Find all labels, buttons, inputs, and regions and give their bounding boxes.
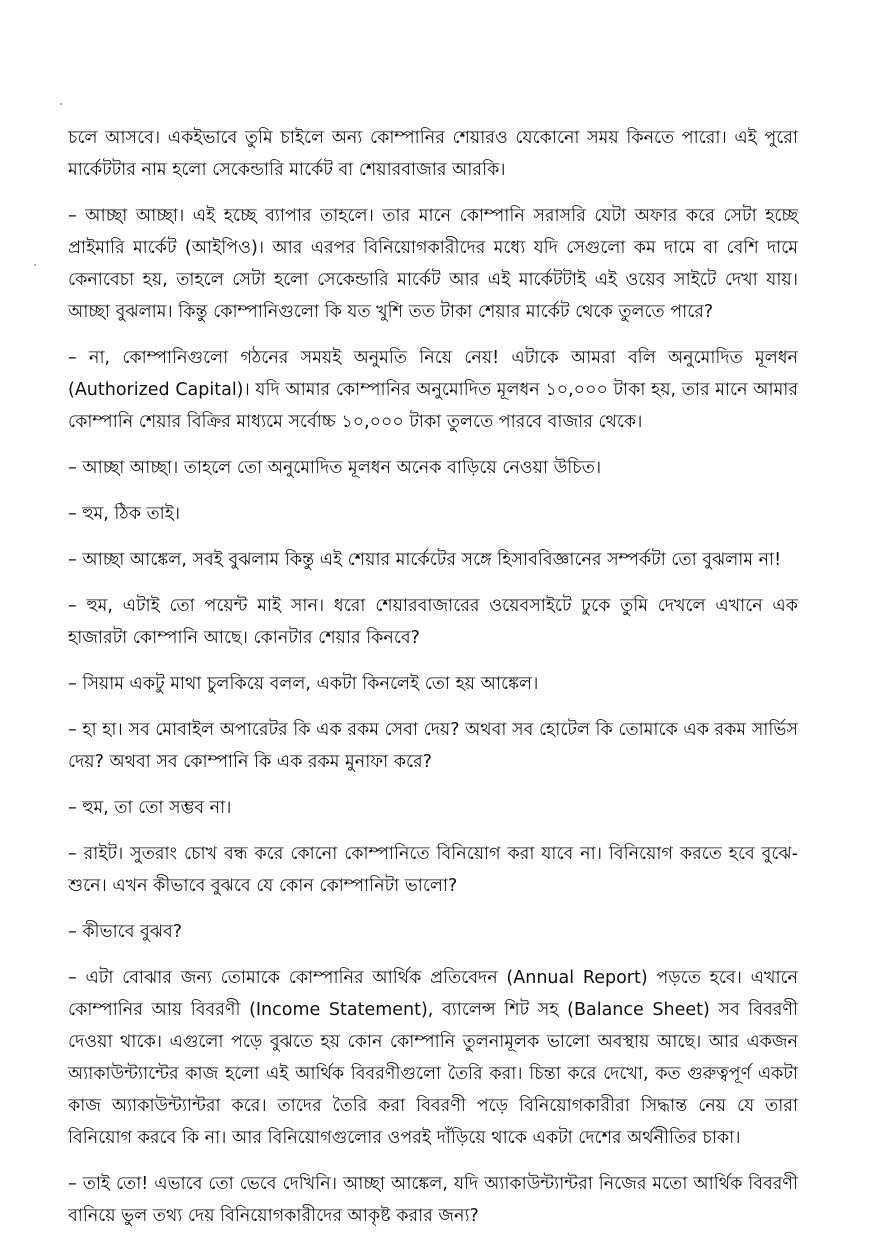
paragraph: – রাইট। সুতরাং চোখ বন্ধ করে কোনো কোম্পানিতে বিনিয়োগ করা যাবে না। বিনিয়োগ করতে হবে বুঝে-শুনে। এখন কীভাবে বুঝবে যে কোন কোম্পানিটা ভালো? bbox=[68, 844, 798, 896]
paragraph: – সিয়াম একটু মাথা চুলকিয়ে বলল, একটা কিনলেই তো হয় আঙ্কেল। bbox=[68, 674, 539, 694]
paragraph: – এটা বোঝার জন্য তোমাকে কোম্পানির আর্থিক প্রতিবেদন (Annual Report) পড়তে হবে। এখানে কোম্পানির আয় বিবরণী (Income Statement), ব্যালেন্স শিট সহ (Balance Sheet) সব বিবরণী দেওয়া থাকে। এগুলো পড়ে বুঝতে হয় কোন কোম্পানি তুলনামূলক ভালো অবস্থায় আছে। আর একজন অ্যাকাউন্ট্যান্টের কাজ হলো এই আর্থিক বিবরণীগুলো তৈরি করা। চিন্তা করে দেখো, কত গুরুত্বপূর্ণ একটা কাজ অ্যাকাউন্ট্যান্টরা করে। তাদের তৈরি করা বিবরণী পড়ে বিনিয়োগকারীরা সিদ্ধান্ত নেয় যে তারা বিনিয়োগ করবে কি না। আর বিনিয়োগগুলোর ওপরই দাঁড়িয়ে থাকে একটা দেশের অর্থনীতির চাকা। bbox=[68, 968, 798, 1148]
paragraph: – আচ্ছা আচ্ছা। তাহলে তো অনুমোদিত মূলধন অনেক বাড়িয়ে নেওয়া উচিত। bbox=[68, 458, 602, 478]
paragraph: চলে আসবে। একইভাবে তুমি চাইলে অন্য কোম্পানির শেয়ারও যেকোনো সময় কিনতে পারো। এই পুরো মার্কেটটার নাম হলো সেকেন্ডারি মার্কেট বা শেয়ারবাজার আরকি। bbox=[68, 128, 798, 180]
paragraph: – কীভাবে বুঝব? bbox=[68, 922, 183, 942]
paragraph: – হুম, ঠিক তাই। bbox=[68, 504, 181, 524]
scan-speck bbox=[60, 103, 62, 105]
paragraph: – না, কোম্পানিগুলো গঠনের সময়ই অনুমতি নিয়ে নেয়! এটাকে আমরা বলি অনুমোদিত মূলধন (Authorized Capital)। যদি আমার কোম্পানির অনুমোদিত মূলধন ১০,০০০ টাকা হয়, তার মানে আমার কোম্পানি শেয়ার বিক্রির মাধ্যমে সর্বোচ্চ ১০,০০০ টাকা তুলতে পারবে বাজার থেকে। bbox=[68, 348, 798, 432]
body-text bbox=[68, 122, 798, 1246]
paragraph: – আচ্ছা আচ্ছা। এই হচ্ছে ব্যাপার তাহলে। তার মানে কোম্পানি সরাসরি যেটা অফার করে সেটা হচ্ছে প্রাইমারি মার্কেট (আইপিও)। আর এরপর বিনিয়োগকারীদের মধ্যে যদি সেগুলো কম দামে বা বেশি দামে কেনাবেচা হয়, তাহলে সেটা হলো সেকেন্ডারি মার্কেট আর এই মার্কেটটাই এই ওয়েব সাইটে দেখা যায়। আচ্ছা বুঝলাম। কিন্তু কোম্পানিগুলো কি যত খুশি তত টাকা শেয়ার মার্কেট থেকে তুলতে পারে? bbox=[68, 206, 798, 322]
paragraph: – আচ্ছা আঙ্কেল, সবই বুঝলাম কিন্তু এই শেয়ার মার্কেটের সঙ্গে হিসাববিজ্ঞানের সম্পর্কটা তো বুঝলাম না! bbox=[68, 550, 782, 570]
paragraph: – হা হা। সব মোবাইল অপারেটর কি এক রকম সেবা দেয়? অথবা সব হোটেল কি তোমাকে এক রকম সার্ভিস দেয়? অথবা সব কোম্পানি কি এক রকম মুনাফা করে? bbox=[68, 720, 798, 772]
paragraph: – হুম, তা তো সম্ভব না। bbox=[68, 798, 232, 818]
scan-speck bbox=[34, 264, 36, 266]
paragraph: – তাই তো! এভাবে তো ভেবে দেখিনি। আচ্ছা আঙ্কেল, যদি অ্যাকাউন্ট্যান্টরা নিজের মতো আর্থিক বিবরণী বানিয়ে ভুল তথ্য দেয় বিনিয়োগকারীদের আকৃষ্ট করার জন্য? bbox=[68, 1174, 798, 1226]
paragraph: – হুম, এটাই তো পয়েন্ট মাই সান। ধরো শেয়ারবাজারের ওয়েবসাইটে ঢুকে তুমি দেখলে এখানে এক হাজারটা কোম্পানি আছে। কোনটার শেয়ার কিনবে? bbox=[68, 596, 798, 648]
